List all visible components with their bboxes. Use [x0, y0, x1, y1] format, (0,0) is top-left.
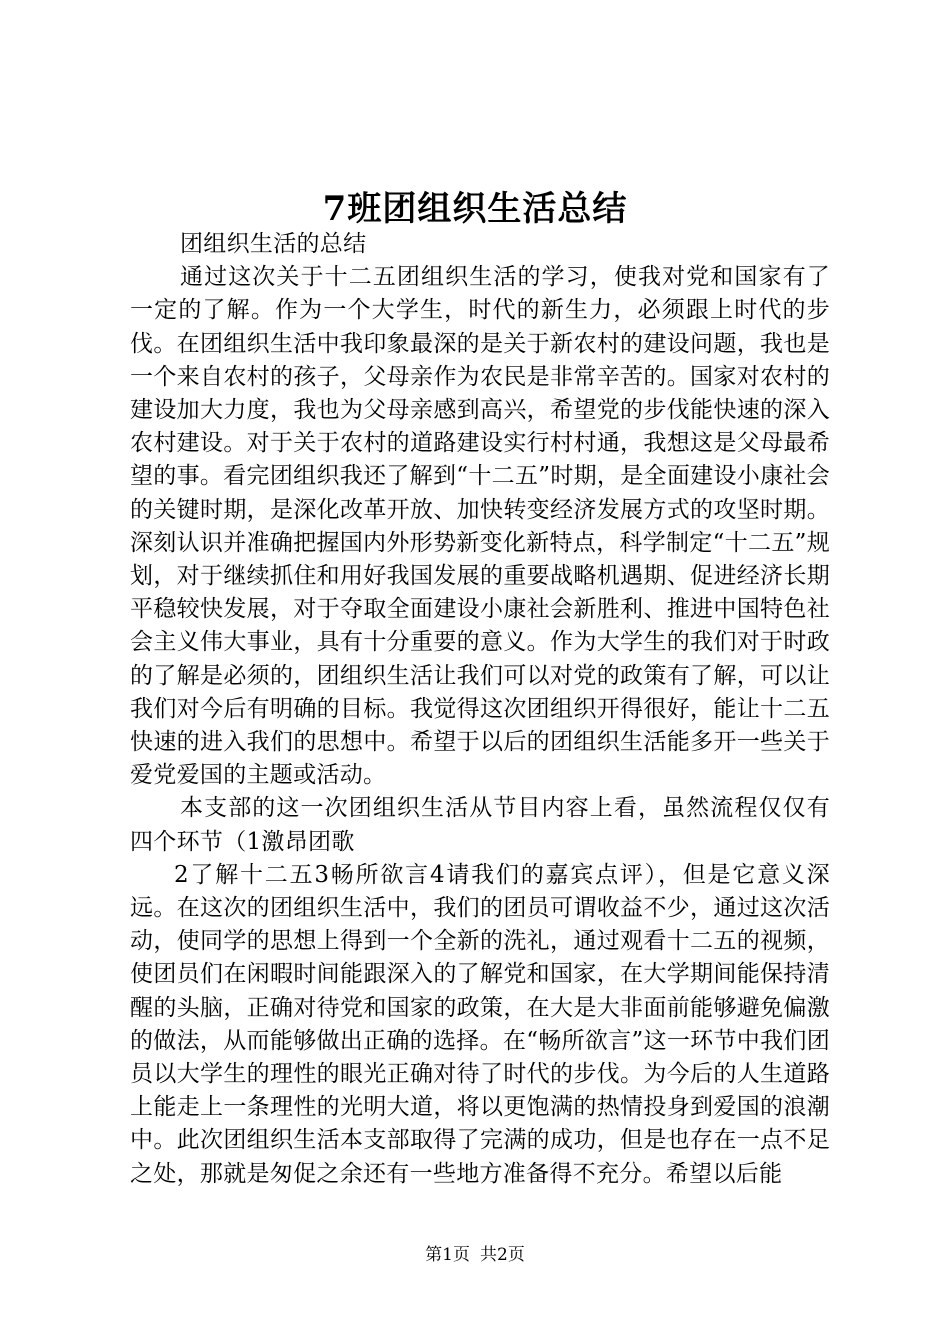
paragraph-3: 2了解十二五3畅所欲言4请我们的嘉宾点评），但是它意义深远。在这次的团组织生活中，我们的团员可谓收益不少，通过这次活动，使同学的思想上得到一个全新的洗礼，通过观看十二五的视频，使团员们在闲暇时间能跟深入的了解党和国家，在大学期间能保持清醒的头脑，正确对待党和国家的政策，在大是大非面前能够避免偏激的做法，从而能够做出正确的选择。在“畅所欲言”这一环节中我们团员以大学生的理性的眼光正确对待了时代的步伐。为今后的人生道路上能走上一条理性的光明大道，将以更饱满的热情投身到爱国的浪潮中。此次团组织生活本支部取得了完满的成功，但是也存在一点不足之处，那就是匆促之余还有一些地方准备得不充分。希望以后能	[130, 861, 830, 1187]
page-footer	[0, 1243, 950, 1267]
paragraph-subtitle: 团组织生活的总结	[180, 231, 367, 257]
page-total: 共2页	[480, 1245, 525, 1265]
document-body	[130, 228, 830, 1191]
paragraph-2: 本支部的这一次团组织生活从节目内容上看，虽然流程仅仅有四个环节（1激昂团歌	[130, 795, 830, 855]
page-number: 第1页	[425, 1245, 470, 1265]
paragraph-1: 通过这次关于十二五团组织生活的学习，使我对党和国家有了一定的了解。作为一个大学生，时代的新生力，必须跟上时代的步伐。在团组织生活中我印象最深的是关于新农村的建设问题，我也是一个来自农村的孩子，父母亲作为农民是非常辛苦的。国家对农村的建设加大力度，我也为父母亲感到高兴，希望党的步伐能快速的深入农村建设。对于关于农村的道路建设实行村村通，我想这是父母最希望的事。看完团组织我还了解到“十二五”时期，是全面建设小康社会的关键时期，是深化改革开放、加快转变经济发展方式的攻坚时期。深刻认识并准确把握国内外形势新变化新特点，科学制定“十二五”规划，对于继续抓住和用好我国发展的重要战略机遇期、促进经济长期平稳较快发展，对于夺取全面建设小康社会新胜利、推进中国特色社会主义伟大事业，具有十分重要的意义。作为大学生的我们对于时政的了解是必须的，团组织生活让我们可以对党的政策有了解，可以让我们对今后有明确的目标。我觉得这次团组织开得很好，能让十二五快速的进入我们的思想中。希望于以后的团组织生活能多开一些关于爱党爱国的主题或活动。	[130, 264, 830, 789]
document-title: 7班团组织生活总结	[322, 189, 628, 229]
